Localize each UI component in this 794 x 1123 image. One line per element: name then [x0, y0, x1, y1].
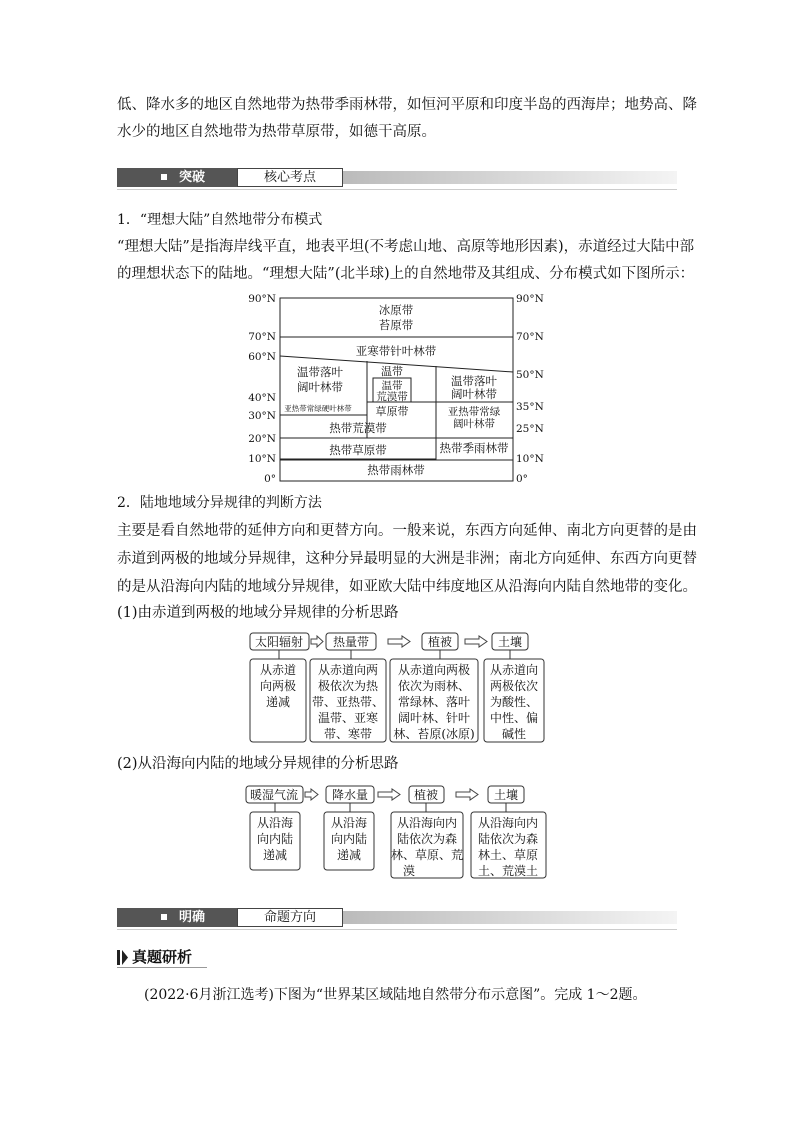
point2-line-3: 的是从沿海向内陆的地域分异规律，如亚欧大陆中纬度地区从沿海向内陆自然地带的变化。: [117, 579, 697, 595]
zone-savanna: 热带草原带: [329, 443, 387, 457]
flow1-body-line: 递减: [265, 695, 291, 709]
zone-temperate-left: 阔叶林带: [297, 380, 343, 394]
section-title: 核心考点: [237, 168, 343, 187]
flow1-body-line: 从赤道向: [489, 663, 539, 677]
zone-subtropical-right: 阔叶林带: [453, 418, 495, 430]
flow2-head: 降水量: [331, 788, 369, 802]
flow1-body-line: 极依次为热: [317, 679, 379, 693]
section-tag: 明确: [179, 910, 206, 925]
flow2-body-line: 漠: [403, 864, 416, 878]
zone-rainforest: 热带雨林带: [367, 463, 425, 477]
zone-monsoon: 热带季雨林带: [439, 441, 509, 455]
arrow-icon: [305, 789, 478, 800]
flow2-body-line: 土、荒漠土: [477, 864, 539, 878]
flow1-head: 太阳辐射: [254, 635, 304, 649]
lat-right: 0°: [516, 473, 528, 485]
point2-heading: 2．陆地地域分异规律的判断方法: [117, 495, 322, 511]
lat-right: 25°N: [516, 423, 544, 435]
section-title: 命题方向: [237, 908, 343, 927]
lat-left: 40°N: [248, 392, 276, 404]
question-intro: (2022·6月浙江选考)下图为“世界某区域陆地自然带分布示意图”。完成 1～2题。: [144, 987, 647, 1003]
lat-left: 20°N: [248, 433, 276, 445]
zone-temperate-left: 温带落叶: [297, 365, 343, 379]
zone-subtropical-right: 亚热带常绿: [447, 406, 501, 418]
flow1-body-line: 从赤道向两: [317, 663, 379, 677]
flow1-head: 植被: [427, 635, 453, 649]
flow1-body-line: 林、苔原(冰原): [393, 727, 475, 741]
chevron-icon: [117, 948, 129, 967]
point1-line-2: 的理想状态下的陆地。“理想大陆”(北半球)上的自然地带及其组成、分布模式如下图所示：: [117, 266, 695, 282]
flow1-body-line: 中性、偏: [489, 711, 539, 725]
flow2-body-line: 从沿海: [256, 816, 294, 830]
flow1-body-line: 温带、亚寒: [317, 711, 379, 725]
lat-left: 90°N: [248, 293, 276, 305]
zone-ice: 冰原带: [378, 303, 414, 317]
lat-right: 90°N: [516, 293, 544, 305]
flow2-body-line: 递减: [262, 848, 288, 862]
flow2-body-line: 林、草原、荒: [390, 848, 464, 862]
zone-tundra: 苔原带: [378, 318, 414, 332]
zone-temperate-desert: 荒漠带: [376, 391, 408, 403]
flow1-body-line: 阔叶林、针叶: [397, 711, 471, 725]
flow1-body-line: 从赤道向两极: [397, 663, 471, 677]
flow2-label: (2)从沿海向内陆的地域分异规律的分析思路: [117, 756, 399, 772]
lat-right: 70°N: [516, 331, 544, 343]
zone-subtropical-left: 亚热带常绿硬叶林带: [284, 404, 352, 413]
lat-left: 0°: [264, 473, 276, 485]
flow1-body-line: 两极依次: [489, 679, 539, 693]
section-header-clarify: [117, 908, 677, 927]
lat-right: 10°N: [516, 453, 544, 465]
flow2-body-line: 从沿海向内: [396, 816, 458, 830]
flow1-body-line: 从赤道: [259, 663, 297, 677]
lat-right: 50°N: [516, 369, 544, 381]
real-exam-title: 真题研析: [132, 948, 193, 966]
lat-left: 70°N: [248, 331, 276, 343]
square-icon: [161, 914, 167, 920]
point1-line-1: “理想大陆”是指海岸线平直，地表平坦(不考虑山地、高原等地形因素)，赤道经过大陆中部: [117, 239, 695, 255]
point1-heading: 1．“理想大陆”自然地带分布模式: [117, 212, 323, 228]
flow2-body-line: 向内陆: [330, 832, 368, 846]
flow2-body-line: 陆依次为森: [477, 832, 539, 846]
zone-steppe: 草原带: [375, 405, 409, 418]
flow1-label: (1)由赤道到两极的地域分异规律的分析思路: [117, 605, 399, 621]
flow1-body-line: 带、亚热带、: [311, 695, 385, 709]
zone-temperate-desert: 温带: [381, 380, 403, 392]
lat-right: 35°N: [516, 401, 544, 413]
lat-left: 30°N: [248, 410, 276, 422]
flow1-head: 土壤: [497, 635, 523, 649]
real-exam-header: [117, 948, 207, 967]
flow1-body-line: 向两极: [259, 679, 297, 693]
flow2-body-line: 从沿海: [330, 816, 368, 830]
zone-temperate-mid: 温带: [381, 365, 403, 378]
point2-line-1: 主要是看自然地带的延伸方向和更替方向。一般来说，东西方向延伸、南北方向更替的是由: [117, 523, 697, 539]
lat-left: 10°N: [248, 453, 276, 465]
lat-left: 60°N: [248, 351, 276, 363]
intro-line-1: 低、降水多的地区自然地带为热带季雨林带，如恒河平原和印度半岛的西海岸；地势高、降: [117, 97, 697, 113]
point2-line-2: 赤道到两极的地域分异规律，这种分异最明显的大洲是非洲；南北方向延伸、东西方向更替: [117, 551, 697, 567]
section-tag: 突破: [179, 170, 206, 185]
flow1-body-line: 为酸性、: [489, 695, 539, 709]
intro-line-2: 水少的地区自然地带为热带草原带，如德干高原。: [117, 124, 436, 140]
zone-tropical-desert: 热带荒漠带: [329, 421, 387, 435]
flow2-body-line: 从沿海向内: [477, 816, 539, 830]
zone-taiga: 亚寒带针叶林带: [355, 344, 437, 358]
flow2-head: 植被: [413, 788, 439, 802]
flow1-head: 热量带: [332, 635, 370, 649]
zone-temperate-right: 温带落叶: [451, 374, 497, 388]
flow1-body-line: 依次为雨林、: [397, 679, 471, 693]
flow2-body-line: 向内陆: [256, 832, 294, 846]
flow2-body-line: 林土、草原: [477, 848, 539, 862]
flow2-body-line: 陆依次为森: [396, 832, 458, 846]
flow1-body-line: 碱性: [501, 727, 527, 741]
flow2-body-line: 递减: [336, 848, 362, 862]
flow2-head: 土壤: [493, 788, 519, 802]
flow1-body-line: 常绿林、落叶: [397, 695, 471, 709]
flow1-body-line: 带、寒带: [323, 727, 373, 741]
zone-temperate-right: 阔叶林带: [451, 387, 497, 401]
flow2-head: 暖湿气流: [249, 788, 299, 802]
